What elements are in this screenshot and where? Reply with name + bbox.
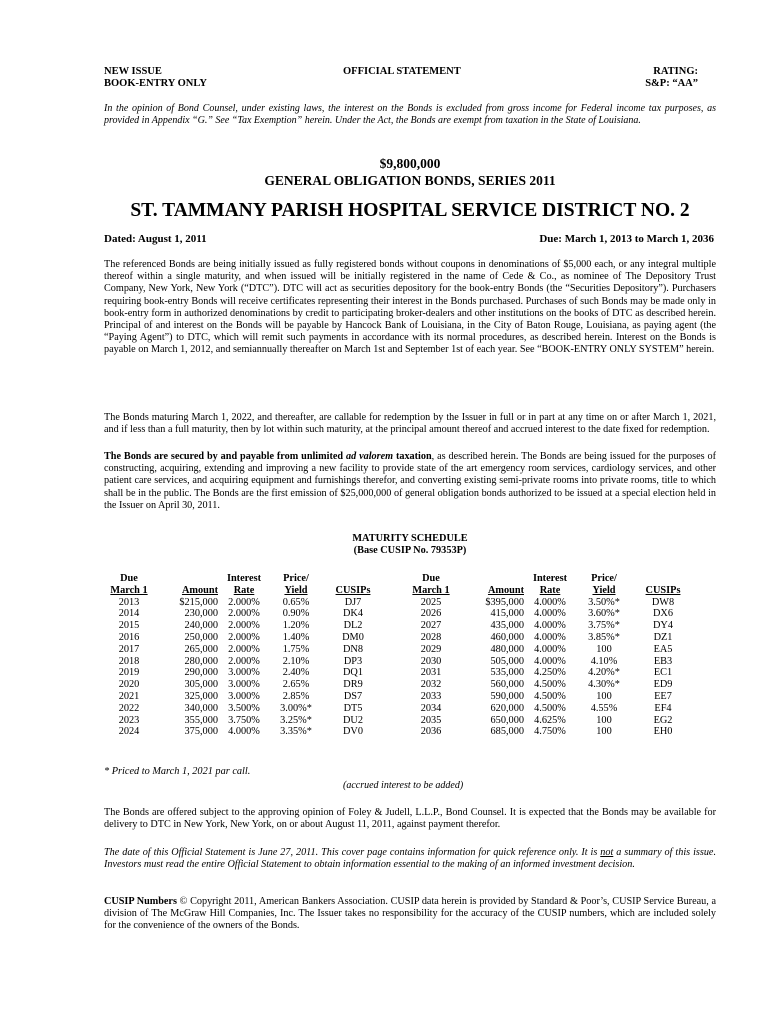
col-rate-right: Interest Rate [532,573,568,596]
cusip-numbers-label: CUSIP Numbers [104,896,177,907]
due-dates: Due: March 1, 2013 to March 1, 2036 [539,233,714,245]
price-yield: 0.90% [282,608,310,620]
interest-rate: 4.500% [534,679,566,691]
price-yield: 1.40% [282,631,310,643]
table-row [404,691,694,703]
security-rest: , as described herein. The Bonds are being issued for the purposes of constructing, acquiring, extending and improving a new facility to provide state of the art emergency room services, cardiology services, and other patient care services, and acquiring equipment and furnishings therefor, and converting existing semi-private rooms into private rooms, title to which shall be in the public. The Bonds are the first emission of $25,000,000 of general obligation bonds authorized to be issued at a special election held in the Issuer on April 30, 2011. [104,451,716,511]
price-yield: 100 [596,714,612,726]
interest-rate: 4.000% [534,655,566,667]
paragraph-book-entry: The referenced Bonds are being initially issued as fully registered bonds without coupons in denominations of $5,000 each, or any integral multiple thereof within a single maturity, and when issued will be initially registered in the name of Cede & Co., as nominee of The Depository Trust Company, New York, New York (“DTC”). DTC will act as securities depository for the book-entry Bonds (the “Securities Depository”). Purchasers requiring book-entry Bonds will receive certificates representing their interest in the Bonds purchased. Purchases of such Bonds may be made only in book-entry form in authorized denominations by credit to participating broker-dealers and other institutions on the books of DTC as described herein. Principal of and interest on the Bonds will be payable by Hancock Bank of Louisiana, in the City of Baton Rouge, Louisiana, as paying agent (the “Paying Agent”) to DTC, which will remit such payments in accordance with its normal procedures, as described herein. Interest on the Bonds is payable on March 1, 2012, and semiannually thereafter on March 1st and September 1st of each year. See “BOOK-ENTRY ONLY SYSTEM” herein. [104,259,716,356]
principal-amount: 620,000 [490,702,524,714]
table-row [404,703,694,715]
maturity-year: 2013 [118,596,140,608]
table-row [104,644,384,656]
rating-label: RATING: [653,66,698,77]
tax-opinion: In the opinion of Bond Counsel, under existing laws, the interest on the Bonds is excluded from gross income for Federal income tax purposes, as provided in Appendix “G.” See “Tax Exemption” herein. Under the Act, the Bonds are exempt from taxation in the State of Louisiana. [104,103,716,126]
principal-amount: $395,000 [485,596,524,608]
principal-amount: 280,000 [184,655,218,667]
price-yield: 2.85% [282,690,310,702]
cusip-suffix: EB3 [653,655,673,667]
cusip-suffix: DQ1 [342,667,364,679]
rating [645,66,698,90]
interest-rate: 4.000% [228,726,260,738]
maturity-year: 2016 [118,631,140,643]
statement-date-b: a summary of this issue. Investors must read the entire Official Statement to obtain information essential to the making of an informed investment decision. [104,847,716,871]
cusip-suffix: DL2 [343,620,363,632]
interest-rate: 3.000% [228,679,260,691]
principal-amount: 250,000 [184,631,218,643]
table-row [404,644,694,656]
table-row [104,632,384,644]
cusip-suffix: DW8 [651,596,675,608]
paragraph-redemption: The Bonds maturing March 1, 2022, and thereafter, are callable for redemption by the Issuer in full or in part at any time on or after March 1, 2021, and if less than a full maturity, then by lot within such maturity, at the principal amount thereof and accrued interest to the date fixed for redemption. [104,412,716,436]
table-row [404,726,694,738]
rating-value: S&P: “AA” [645,78,698,89]
interest-rate: 4.500% [534,702,566,714]
maturity-table-right [404,573,694,738]
maturity-year: 2015 [118,620,140,632]
maturity-year: 2018 [118,655,140,667]
table-row [104,608,384,620]
maturity-year: 2032 [420,679,442,691]
interest-rate: 2.000% [228,608,260,620]
cusip-suffix: DM0 [342,631,364,643]
principal-amount: 560,000 [490,679,524,691]
table-row [404,679,694,691]
price-yield: 3.35%* [280,726,312,738]
price-yield: 3.50%* [588,596,620,608]
principal-amount: 460,000 [490,631,524,643]
price-yield: 3.75%* [588,620,620,632]
cusip-suffix: DN8 [342,643,364,655]
interest-rate: 4.500% [534,690,566,702]
maturity-table-left [104,573,384,738]
principal-amount: 535,000 [490,667,524,679]
interest-rate: 2.000% [228,643,260,655]
maturity-year: 2027 [420,620,442,632]
paragraph-cusip [104,896,716,933]
maturity-year: 2026 [420,608,442,620]
table-row [104,691,384,703]
price-yield: 2.65% [282,679,310,691]
principal-amount: 240,000 [184,620,218,632]
price-yield: 4.30%* [588,679,620,691]
statement-date-a: The date of this Official Statement is June 27, 2011. This cover page contains information for quick reference only. It is [104,847,601,858]
principal-amount: 290,000 [184,667,218,679]
maturity-year: 2023 [118,714,140,726]
principal-amount: 325,000 [184,690,218,702]
footnote: * Priced to March 1, 2021 par call. [104,766,251,777]
price-yield: 2.10% [282,655,310,667]
maturity-year: 2025 [420,596,442,608]
accrued-note: (accrued interest to be added) [343,780,464,791]
cusip-suffix: DP3 [343,655,363,667]
cusip-suffix: DR9 [343,679,363,691]
principal-amount: 685,000 [490,726,524,738]
paragraph-security [104,451,716,512]
book-entry-label: BOOK-ENTRY ONLY [104,78,207,89]
price-yield: 4.10% [590,655,618,667]
interest-rate: 2.000% [228,596,260,608]
price-yield: 1.75% [282,643,310,655]
bond-title: GENERAL OBLIGATION BONDS, SERIES 2011 [264,173,556,188]
col-due-right: Due March 1 [412,573,450,596]
price-yield: 1.20% [282,620,310,632]
cusip-suffix: EH0 [653,726,673,738]
principal-amount: 305,000 [184,679,218,691]
cusip-rest: © Copyright 2011, American Bankers Association. CUSIP data herein is provided by Standard & Poor’s, CUSIP Service Bureau, a division of The McGraw Hill Companies, Inc. The Issuer takes no responsibility for the accuracy of the CUSIP numbers, which are included solely for the convenience of the owners of the Bonds. [104,896,716,932]
cusip-suffix: DK4 [342,608,364,620]
principal-amount: 435,000 [490,620,524,632]
price-yield: 3.60%* [588,608,620,620]
principal-amount: 375,000 [184,726,218,738]
maturity-year: 2020 [118,679,140,691]
paragraph-offering: The Bonds are offered subject to the approving opinion of Foley & Judell, L.L.P., Bond Counsel. It is expected that the Bonds may be available for delivery to DTC in New York, New York, on or about August 11, 2011, against payment therefor. [104,807,716,831]
price-yield: 3.85%* [588,631,620,643]
principal-amount: 265,000 [184,643,218,655]
interest-rate: 3.750% [228,714,260,726]
col-amount: Amount [181,584,218,596]
col-amount-right: Amount [487,584,524,596]
cusip-suffix: EC1 [653,667,673,679]
cusip-suffix: DT5 [343,702,363,714]
table-row [104,715,384,727]
cusip-suffix: ED9 [653,679,673,691]
maturity-year: 2017 [118,643,140,655]
maturity-year: 2022 [118,702,140,714]
col-cusip: CUSIPs [335,584,371,596]
principal-amount: 355,000 [184,714,218,726]
table-row [404,608,694,620]
interest-rate: 3.000% [228,667,260,679]
price-yield: 4.20%* [588,667,620,679]
table-row [404,715,694,727]
interest-rate: 4.000% [534,596,566,608]
price-yield: 0.65% [282,596,310,608]
cusip-suffix: DZ1 [653,631,673,643]
schedule-title: MATURITY SCHEDULE [352,533,468,544]
cusip-suffix: EE7 [654,690,672,702]
table-row [404,632,694,644]
interest-rate: 4.000% [534,643,566,655]
price-yield: 4.55% [590,702,618,714]
price-yield: 3.25%* [280,714,312,726]
security-bold-b: taxation [393,451,432,462]
table-row [104,620,384,632]
maturity-year: 2019 [118,667,140,679]
security-bold-a: The Bonds are secured by and payable from unlimited [104,451,346,462]
table-row [104,726,384,738]
maturity-year: 2034 [420,702,442,714]
cusip-suffix: EA5 [653,643,673,655]
cusip-suffix: EF4 [654,702,672,714]
interest-rate: 4.250% [534,667,566,679]
interest-rate: 4.750% [534,726,566,738]
paragraph-statement-date [104,847,716,871]
col-cusip-right: CUSIPs [645,584,681,596]
col-yield-right: Price/ Yield [591,573,617,596]
table-row [104,703,384,715]
issue-type [104,66,207,90]
principal-amount: 480,000 [490,643,524,655]
bond-amount: $9,800,000 [379,156,441,171]
table-row [104,667,384,679]
table-row [404,656,694,668]
maturity-year: 2036 [420,726,442,738]
interest-rate: 2.000% [228,631,260,643]
cusip-suffix: DJ7 [344,596,362,608]
price-yield: 100 [596,690,612,702]
interest-rate: 4.000% [534,608,566,620]
maturity-year: 2028 [420,631,442,643]
cusip-suffix: DU2 [342,714,364,726]
col-rate: Interest Rate [226,573,262,596]
table-row [404,597,694,609]
cusip-suffix: EG2 [653,714,673,726]
price-yield: 2.40% [282,667,310,679]
maturity-year: 2021 [118,690,140,702]
issuer-name: ST. TAMMANY PARISH HOSPITAL SERVICE DISTRICT NO. 2 [130,200,690,221]
cusip-suffix: DS7 [343,690,363,702]
interest-rate: 4.000% [534,631,566,643]
interest-rate: 4.000% [534,620,566,632]
maturity-year: 2033 [420,690,442,702]
security-bold-italic: ad valorem [345,451,394,462]
maturity-year: 2014 [118,608,140,620]
price-yield: 100 [596,726,612,738]
maturity-year: 2035 [420,714,442,726]
principal-amount: 650,000 [490,714,524,726]
official-statement-label: OFFICIAL STATEMENT [343,66,461,77]
col-due: Due March 1 [110,573,148,596]
table-row [104,597,384,609]
interest-rate: 2.000% [228,620,260,632]
cusip-suffix: DY4 [652,620,674,632]
table-row [404,667,694,679]
interest-rate: 2.000% [228,655,260,667]
new-issue-label: NEW ISSUE [104,66,162,77]
statement-date-not: not [600,847,614,858]
price-yield: 3.00%* [280,702,312,714]
principal-amount: $215,000 [179,596,218,608]
maturity-year: 2030 [420,655,442,667]
price-yield: 100 [596,643,612,655]
principal-amount: 415,000 [490,608,524,620]
principal-amount: 230,000 [184,608,218,620]
maturity-year: 2024 [118,726,140,738]
cusip-suffix: DX6 [652,608,674,620]
dated-date: Dated: August 1, 2011 [104,233,207,245]
maturity-year: 2029 [420,643,442,655]
maturity-year: 2031 [420,667,442,679]
col-yield: Price/ Yield [283,573,309,596]
principal-amount: 340,000 [184,702,218,714]
interest-rate: 3.500% [228,702,260,714]
cusip-suffix: DV0 [342,726,364,738]
table-row [104,679,384,691]
interest-rate: 4.625% [534,714,566,726]
schedule-cusip-base: (Base CUSIP No. 79353P) [353,545,467,556]
table-row [404,620,694,632]
table-row [104,656,384,668]
principal-amount: 505,000 [490,655,524,667]
principal-amount: 590,000 [490,690,524,702]
interest-rate: 3.000% [228,690,260,702]
